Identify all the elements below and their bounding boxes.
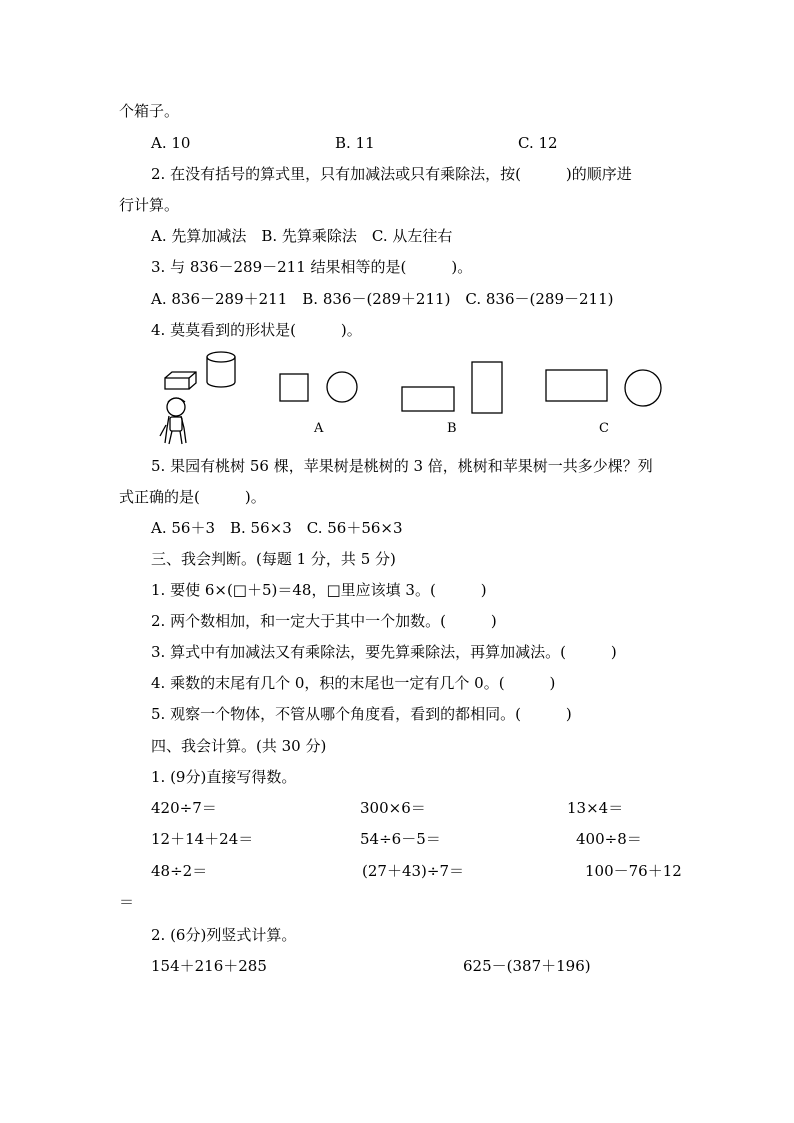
judge-item-2: 2. 两个数相加，和一定大于其中一个加数。( ): [151, 612, 497, 630]
judge-item-4: 4. 乘数的末尾有几个 0，积的末尾也一定有几个 0。( ): [151, 674, 556, 692]
judge-item-5: 5. 观察一个物体，不管从哪个角度看，看到的都相同。( ): [151, 705, 572, 723]
q2-options: A. 先算加减法 B. 先算乘除法 C. 从左往右: [151, 227, 453, 245]
calc1-item: 13×4＝: [567, 799, 624, 817]
calc1-item: 300×6＝: [360, 799, 426, 817]
q1-option-c: C. 12: [518, 134, 558, 152]
option-b-wide-rect: [402, 387, 454, 411]
calc1-item: 54÷6－5＝: [360, 830, 441, 848]
q1-tail-text: 个箱子。: [119, 102, 180, 120]
calc2-item-1: 154＋216＋285: [151, 957, 267, 975]
calc1-item: 48÷2＝: [151, 862, 208, 880]
calc1-item: 400÷8＝: [576, 830, 642, 848]
judge-item-1: 1. 要使 6×(□＋5)＝48，□里应该填 3。( ): [151, 581, 487, 599]
calc1-item: (27＋43)÷7＝: [362, 862, 464, 880]
option-a-circle: [327, 372, 357, 402]
q4-text: 4. 莫莫看到的形状是( )。: [151, 321, 362, 339]
q4-label-c: C: [599, 421, 609, 436]
q4-label-b: B: [447, 421, 457, 436]
calc2-item-2: 625－(387＋196): [463, 957, 591, 975]
calc2-title: 2. (6分)列竖式计算。: [151, 926, 297, 944]
q5-options: A. 56＋3 B. 56×3 C. 56＋56×3: [151, 519, 403, 537]
q1-option-b: B. 11: [335, 134, 375, 152]
option-c-circle: [625, 370, 661, 406]
calc1-title: 1. (9分)直接写得数。: [151, 768, 297, 786]
calc1-item: 12＋14＋24＝: [151, 830, 254, 848]
cylinder-object: [207, 352, 235, 387]
cuboid-object: [165, 372, 196, 389]
q3-options: A. 836－289＋211 B. 836－(289＋211) C. 836－(289－211): [151, 290, 614, 308]
option-b-tall-rect: [472, 362, 502, 413]
calc1-item: 420÷7＝: [151, 799, 217, 817]
q4-label-a: A: [314, 421, 324, 436]
judge-item-3: 3. 算式中有加减法又有乘除法，要先算乘除法，再算加减法。( ): [151, 643, 617, 661]
q3-text: 3. 与 836－289－211 结果相等的是( )。: [151, 258, 473, 276]
q2-text-line1: 2. 在没有括号的算式里，只有加减法或只有乘除法，按( )的顺序进: [151, 165, 632, 183]
calc1-item: 100－76＋12: [585, 862, 682, 880]
option-c-rect: [546, 370, 607, 401]
q1-option-a: A. 10: [151, 134, 191, 152]
q2-text-line2: 行计算。: [119, 196, 180, 214]
section4-title: 四、我会计算。(共 30 分): [151, 737, 327, 755]
option-a-square: [280, 374, 308, 401]
q5-text-line1: 5. 果园有桃树 56 棵，苹果树是桃树的 3 倍，桃树和苹果树一共多少棵？列: [151, 457, 653, 475]
section3-title: 三、我会判断。(每题 1 分，共 5 分): [151, 550, 396, 568]
calc1-overflow-equals: ＝: [119, 893, 135, 911]
child-observer: [160, 398, 186, 444]
q5-text-line2: 式正确的是( )。: [119, 488, 266, 506]
